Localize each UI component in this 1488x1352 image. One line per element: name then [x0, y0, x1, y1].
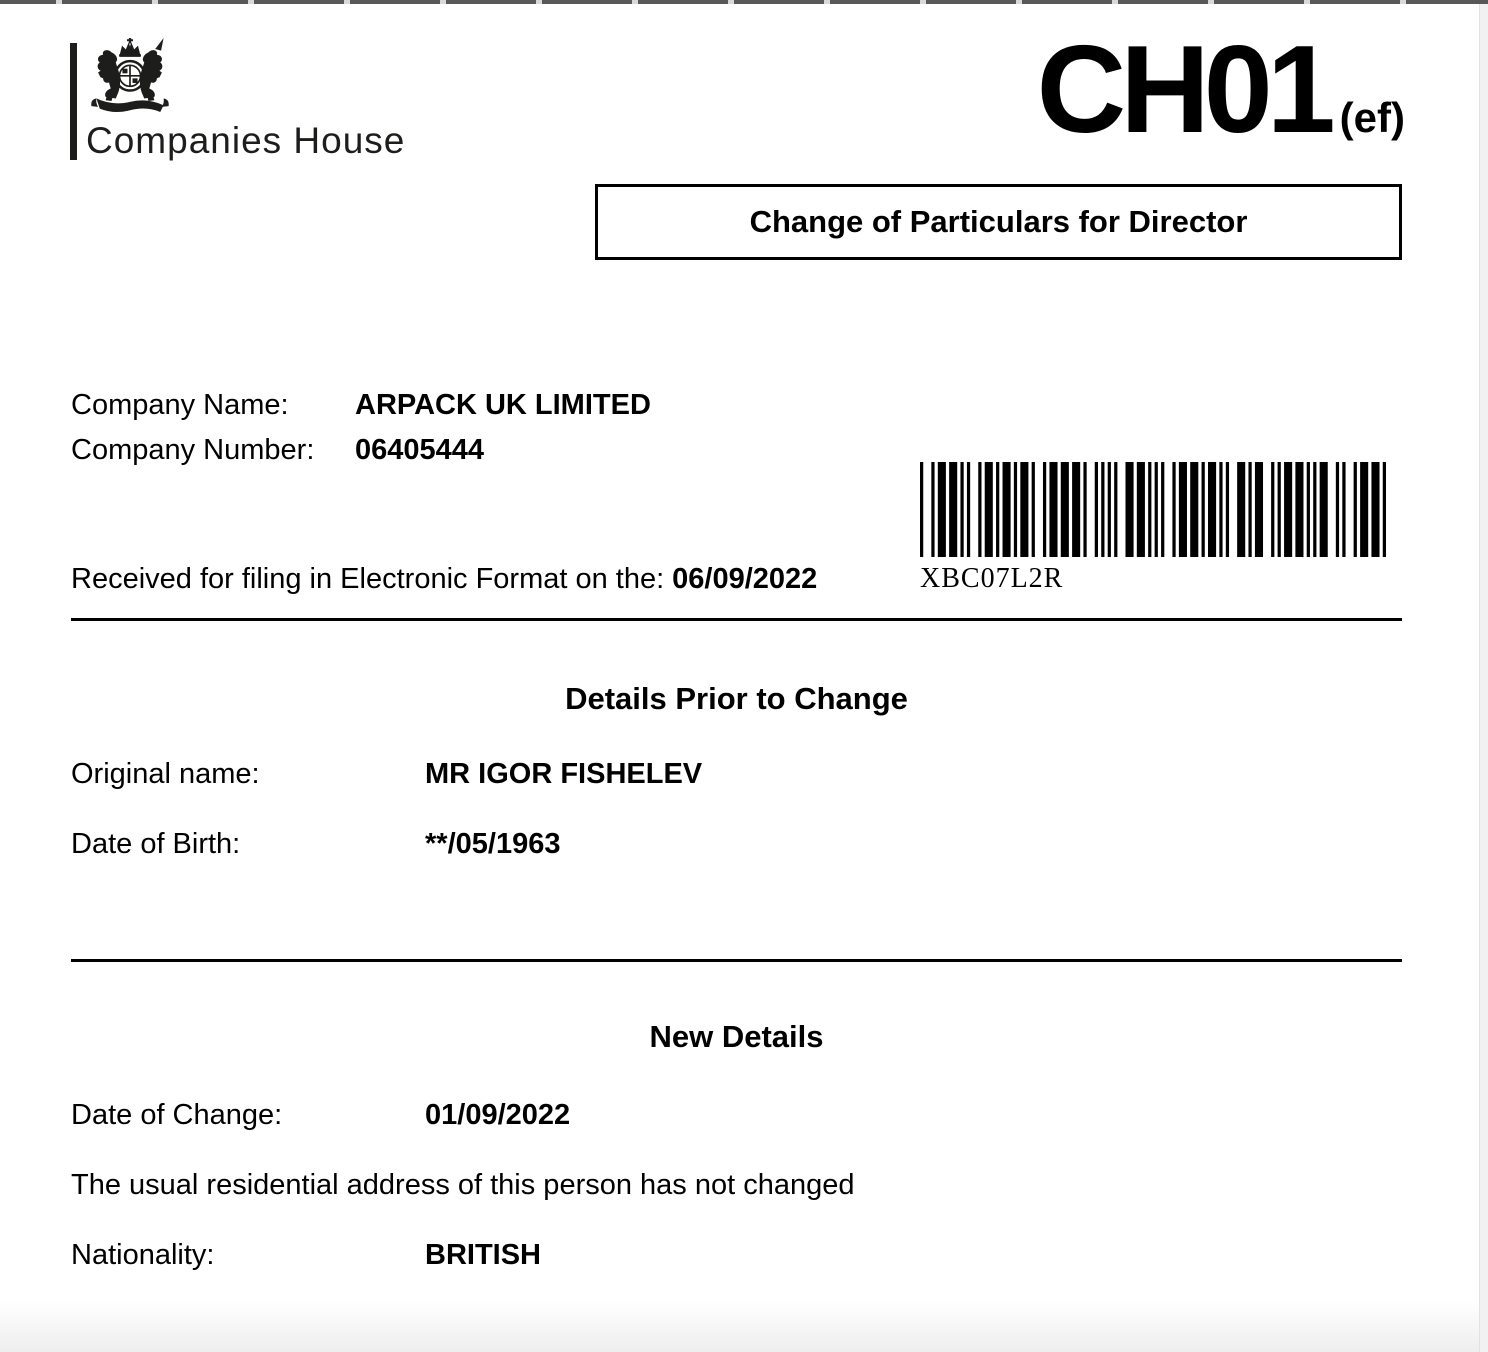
- new-details-rows: [71, 1098, 855, 1272]
- section-heading-new-details: New Details: [649, 1019, 824, 1054]
- page-right-edge-artifact: [1479, 0, 1488, 1352]
- date-of-birth-label: Date of Birth:: [71, 828, 241, 860]
- details-prior-rows: [71, 757, 702, 861]
- section-divider: [71, 618, 1402, 621]
- royal-crest-icon: [88, 36, 172, 114]
- date-of-change-label: Date of Change:: [71, 1099, 283, 1131]
- company-number-label: Company Number:: [71, 434, 315, 466]
- nationality-value: BRITISH: [425, 1239, 541, 1271]
- form-code-suffix: (ef): [1339, 94, 1405, 141]
- company-info-block: [71, 388, 651, 467]
- received-date: 06/09/2022: [672, 563, 818, 595]
- barcode-image: [920, 462, 1386, 557]
- company-name-label: Company Name:: [71, 389, 289, 421]
- form-code-text: CH01: [1036, 21, 1330, 159]
- section-heading-details-prior: Details Prior to Change: [565, 681, 908, 716]
- company-number-value: 06405444: [355, 434, 485, 466]
- page-top-edge-artifact: [0, 0, 1488, 4]
- received-label: Received for filing in Electronic Format on the:: [71, 563, 665, 595]
- address-unchanged-note: The usual residential address of this person has not changed: [71, 1169, 855, 1201]
- form-code: [1036, 21, 1405, 159]
- barcode: [920, 462, 1386, 595]
- original-name-value: MR IGOR FISHELEV: [425, 758, 703, 790]
- page-bottom-shadow: [0, 1300, 1488, 1352]
- form-title-box: [595, 184, 1402, 260]
- logo-vertical-bar: [70, 43, 77, 160]
- date-of-birth-value: **/05/1963: [425, 828, 561, 860]
- section-divider: [71, 959, 1402, 962]
- form-title: Change of Particulars for Director: [749, 204, 1248, 239]
- original-name-label: Original name:: [71, 758, 260, 790]
- barcode-value: XBC07L2R: [920, 563, 1064, 594]
- received-for-filing-line: [71, 563, 817, 596]
- companies-house-wordmark: Companies House: [86, 120, 406, 161]
- nationality-label: Nationality:: [71, 1239, 215, 1271]
- date-of-change-value: 01/09/2022: [425, 1099, 571, 1131]
- company-name-value: ARPACK UK LIMITED: [355, 389, 651, 421]
